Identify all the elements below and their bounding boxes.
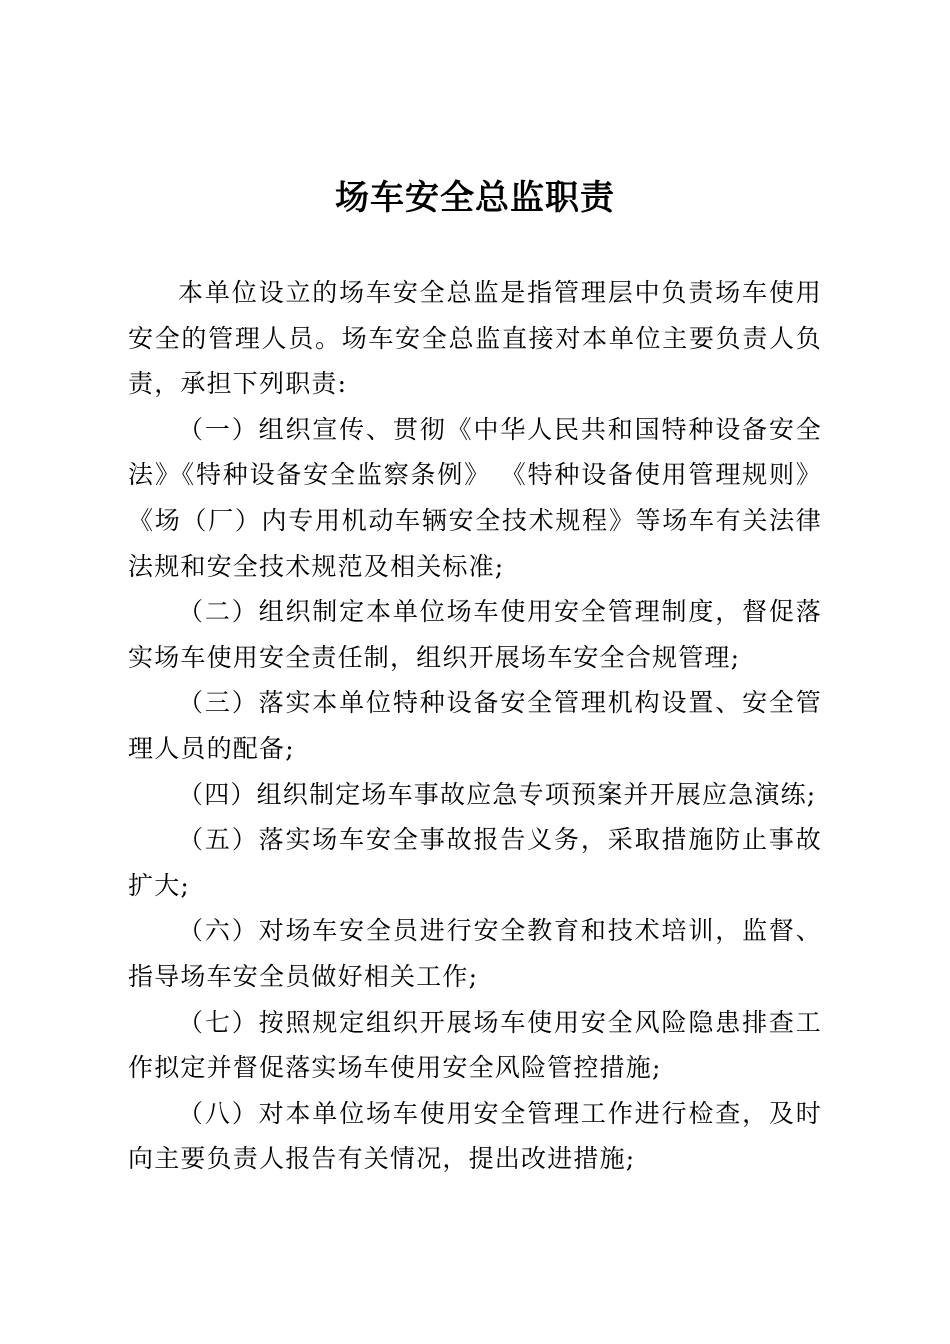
document-title: 场车安全总监职责 <box>335 178 615 218</box>
duty-item-3: （三）落实本单位特种设备安全管理机构设置、安全管理人员的配备; <box>128 688 822 763</box>
duty-item-6: （六）对场车安全员进行安全教育和技术培训，监督、指导场车安全员做好相关工作; <box>128 916 822 991</box>
duty-item-8: （八）对本单位场车使用安全管理工作进行检查，及时向主要负责人报告有关情况，提出改进措施; <box>128 1098 822 1174</box>
duty-item-5: （五）落实场车安全事故报告义务，采取措施防止事故扩大; <box>128 825 822 900</box>
intro-paragraph: 本单位设立的场车安全总监是指管理层中负责场车使用安全的管理人员。场车安全总监直接对本单位主要负责人负责，承担下列职责: <box>128 278 822 399</box>
document-body <box>128 270 822 1182</box>
duty-item-4: （四）组织制定场车事故应急专项预案并开展应急演练; <box>178 779 817 809</box>
duty-item-2: （二）组织制定本单位场车使用安全管理制度，督促落实场车使用安全责任制，组织开展场车安全合规管理; <box>128 597 822 672</box>
duty-item-1: （一）组织宣传、贯彻《中华人民共和国特种设备安全法》《特种设备安全监察条例》 《特种设备使用管理规则》《场（厂）内专用机动车辆安全技术规程》等场车有关法律法规和安全技术规范及相关标准; <box>128 414 822 581</box>
duty-item-7: （七）按照规定组织开展场车使用安全风险隐患排查工作拟定并督促落实场车使用安全风险管控措施; <box>128 1007 822 1083</box>
